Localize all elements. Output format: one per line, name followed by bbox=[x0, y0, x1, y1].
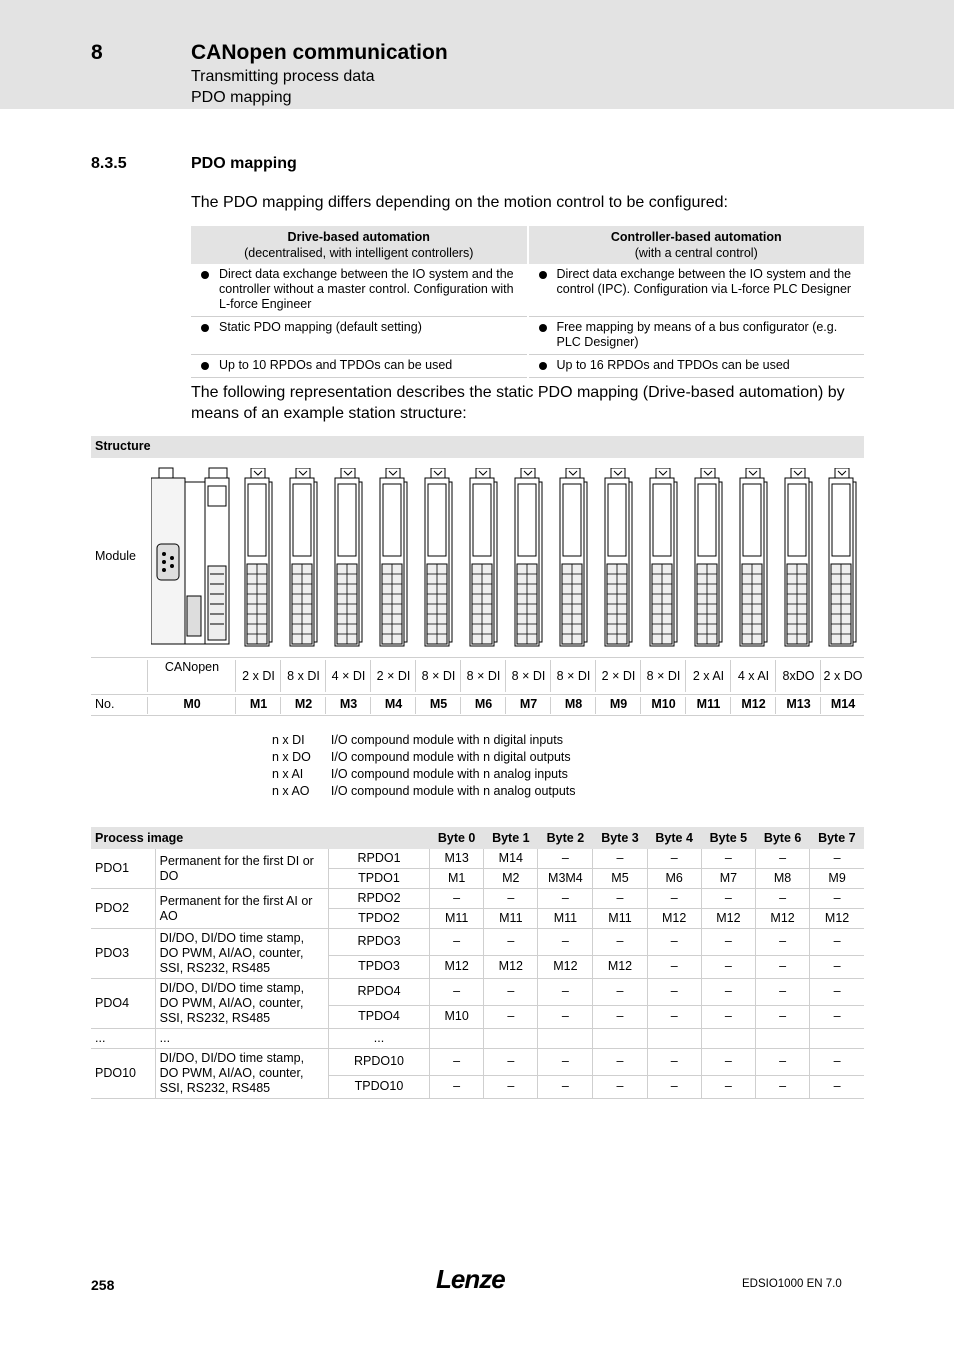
byte-mapping-cell: – bbox=[593, 1005, 647, 1028]
io-module-icon bbox=[648, 468, 678, 648]
module-number: M6 bbox=[460, 697, 506, 714]
module-type-label: 8 × DI bbox=[460, 660, 506, 692]
byte-mapping-cell: M7 bbox=[701, 869, 755, 889]
module-type-label: 8 x DI bbox=[280, 660, 326, 692]
byte-mapping-cell: – bbox=[538, 1005, 593, 1028]
module-type-label: 8 × DI bbox=[415, 660, 461, 692]
byte-mapping-cell: M14 bbox=[484, 849, 538, 869]
byte-mapping-cell: – bbox=[647, 849, 701, 869]
no-label: No. bbox=[95, 697, 115, 711]
byte-mapping-cell: M11 bbox=[593, 909, 647, 929]
io-module-icon bbox=[423, 468, 453, 648]
byte-mapping-cell: – bbox=[810, 1049, 864, 1076]
bullet-icon bbox=[539, 324, 547, 332]
byte-mapping-cell: – bbox=[538, 849, 593, 869]
comparison-cell: Direct data exchange between the IO system and the controller without a master control. Configuration with L-force Engineer bbox=[219, 267, 514, 311]
pdo-object-name: TPDO2 bbox=[328, 909, 429, 929]
pdo-description: DI/DO, DI/DO time stamp, DO PWM, AI/AO, counter, SSI, RS232, RS485 bbox=[155, 1049, 328, 1099]
pdo-object-name: RPDO2 bbox=[328, 889, 429, 909]
pdo-name: PDO10 bbox=[91, 1049, 155, 1099]
byte-mapping-cell: M6 bbox=[647, 869, 701, 889]
module-type-label: 2 × DI bbox=[595, 660, 641, 692]
page-number: 258 bbox=[91, 1277, 115, 1293]
pdo-name: PDO3 bbox=[91, 929, 155, 979]
byte-mapping-cell: M11 bbox=[484, 909, 538, 929]
section-title: PDO mapping bbox=[191, 155, 297, 172]
pdo-name: PDO2 bbox=[91, 889, 155, 929]
byte-mapping-cell: M2 bbox=[484, 869, 538, 889]
byte-mapping-cell: – bbox=[810, 955, 864, 978]
io-module-icon bbox=[378, 468, 408, 648]
byte-mapping-cell: – bbox=[647, 955, 701, 978]
module-type-label: 2 × DI bbox=[370, 660, 416, 692]
pdo-description: Permanent for the first AI or AO bbox=[155, 889, 328, 929]
byte-mapping-cell: – bbox=[810, 849, 864, 869]
byte-mapping-cell bbox=[538, 1029, 593, 1049]
pdo-object-name: ... bbox=[328, 1029, 429, 1049]
byte-column-header: Byte 0 bbox=[430, 827, 484, 849]
byte-mapping-cell: M12 bbox=[755, 909, 809, 929]
pdo-name: ... bbox=[91, 1029, 155, 1049]
module-type-label: 8 × DI bbox=[640, 660, 686, 692]
divider bbox=[91, 694, 864, 695]
io-module-icon bbox=[513, 468, 543, 648]
comparison-cell: Up to 10 RPDOs and TPDOs can be used bbox=[219, 358, 453, 372]
module-number: M0 bbox=[147, 697, 236, 714]
io-module-icon bbox=[603, 468, 633, 648]
byte-mapping-cell bbox=[755, 1029, 809, 1049]
comparison-cell: Up to 16 RPDOs and TPDOs can be used bbox=[556, 358, 790, 372]
page-header bbox=[0, 0, 954, 109]
io-module-icon bbox=[243, 468, 273, 648]
byte-mapping-cell: M11 bbox=[430, 909, 484, 929]
byte-mapping-cell: – bbox=[810, 1005, 864, 1028]
legend-row bbox=[272, 749, 596, 766]
byte-mapping-cell: M3M4 bbox=[538, 869, 593, 889]
document-id: EDSIO1000 EN 7.0 bbox=[742, 1278, 842, 1290]
io-module-icon bbox=[738, 468, 768, 648]
comparison-cell: Static PDO mapping (default setting) bbox=[219, 320, 422, 334]
structure-block bbox=[91, 436, 864, 458]
byte-mapping-cell: M5 bbox=[593, 869, 647, 889]
intro-paragraph: The PDO mapping differs depending on the motion control to be configured: bbox=[191, 194, 728, 211]
section-number: 8.3.5 bbox=[91, 155, 127, 172]
module-type-label: 2 x DO bbox=[820, 660, 865, 692]
right-header-title: Controller-based automation bbox=[610, 230, 782, 244]
module-type-label: 8 × DI bbox=[550, 660, 596, 692]
module-type-label: 2 x AI bbox=[685, 660, 731, 692]
comparison-row bbox=[191, 317, 864, 355]
comparison-row bbox=[191, 264, 864, 317]
module-number: M13 bbox=[775, 697, 821, 714]
legend-key: n x DO bbox=[272, 750, 311, 764]
byte-mapping-cell: – bbox=[701, 1049, 755, 1076]
byte-mapping-cell: M12 bbox=[430, 955, 484, 978]
byte-mapping-cell: – bbox=[484, 1005, 538, 1028]
module-type-label: 2 x DI bbox=[235, 660, 281, 692]
pdo-name: PDO4 bbox=[91, 979, 155, 1029]
legend-row bbox=[272, 783, 596, 800]
byte-mapping-cell bbox=[647, 1029, 701, 1049]
byte-mapping-cell: – bbox=[701, 849, 755, 869]
byte-column-header: Byte 4 bbox=[647, 827, 701, 849]
pdo-object-name: TPDO1 bbox=[328, 869, 429, 889]
byte-column-header: Byte 5 bbox=[701, 827, 755, 849]
process-image-row bbox=[91, 979, 864, 1006]
byte-mapping-cell: – bbox=[701, 1075, 755, 1098]
byte-mapping-cell: – bbox=[755, 1005, 809, 1028]
byte-mapping-cell: – bbox=[538, 1049, 593, 1076]
process-image-row bbox=[91, 929, 864, 956]
byte-mapping-cell: – bbox=[538, 979, 593, 1006]
process-image-row bbox=[91, 1049, 864, 1076]
byte-mapping-cell: – bbox=[484, 889, 538, 909]
process-image-row bbox=[91, 1029, 864, 1049]
byte-mapping-cell: M12 bbox=[593, 955, 647, 978]
byte-mapping-cell bbox=[484, 1029, 538, 1049]
byte-mapping-cell: M11 bbox=[538, 909, 593, 929]
divider bbox=[91, 657, 864, 658]
byte-mapping-cell: M12 bbox=[701, 909, 755, 929]
comparison-cell: Direct data exchange between the IO system and the control (IPC). Configuration via L-force PLC Designer bbox=[556, 267, 852, 296]
module-number: M1 bbox=[235, 697, 281, 714]
pdo-name: PDO1 bbox=[91, 849, 155, 889]
legend-text: I/O compound module with n digital outputs bbox=[330, 750, 571, 764]
io-module-icon bbox=[333, 468, 363, 648]
pdo-description: DI/DO, DI/DO time stamp, DO PWM, AI/AO, counter, SSI, RS232, RS485 bbox=[155, 979, 328, 1029]
io-module-icon bbox=[693, 468, 723, 648]
byte-mapping-cell: – bbox=[755, 1049, 809, 1076]
byte-mapping-cell: M12 bbox=[647, 909, 701, 929]
byte-mapping-cell: – bbox=[701, 889, 755, 909]
byte-mapping-cell: – bbox=[701, 955, 755, 978]
byte-mapping-cell bbox=[593, 1029, 647, 1049]
chapter-title: CANopen communication bbox=[191, 41, 448, 64]
left-header-title: Drive-based automation bbox=[287, 230, 430, 244]
module-type-label: CANopen bbox=[147, 660, 236, 692]
byte-mapping-cell: M12 bbox=[810, 909, 864, 929]
module-number: M3 bbox=[325, 697, 371, 714]
header-subtitle-1: Transmitting process data bbox=[191, 68, 375, 85]
module-number: M2 bbox=[280, 697, 326, 714]
byte-mapping-cell: – bbox=[593, 889, 647, 909]
io-module-icon bbox=[558, 468, 588, 648]
byte-mapping-cell: – bbox=[701, 929, 755, 956]
byte-column-header: Byte 7 bbox=[810, 827, 864, 849]
byte-mapping-cell: – bbox=[755, 929, 809, 956]
chapter-number: 8 bbox=[91, 41, 103, 64]
bullet-icon bbox=[539, 271, 547, 279]
structure-heading: Structure bbox=[91, 436, 864, 458]
byte-column-header: Byte 2 bbox=[538, 827, 593, 849]
pdo-object-name: RPDO3 bbox=[328, 929, 429, 956]
module-type-label: 8xDO bbox=[775, 660, 821, 692]
pdo-object-name: RPDO10 bbox=[328, 1049, 429, 1076]
byte-mapping-cell: – bbox=[484, 1049, 538, 1076]
bullet-icon bbox=[201, 324, 209, 332]
module-number: M12 bbox=[730, 697, 776, 714]
byte-mapping-cell: – bbox=[755, 889, 809, 909]
module-label: Module bbox=[95, 549, 136, 563]
byte-mapping-cell: – bbox=[484, 979, 538, 1006]
byte-mapping-cell: – bbox=[647, 1075, 701, 1098]
byte-mapping-cell bbox=[701, 1029, 755, 1049]
pdo-object-name: TPDO10 bbox=[328, 1075, 429, 1098]
byte-mapping-cell: – bbox=[701, 979, 755, 1006]
pdo-object-name: TPDO4 bbox=[328, 1005, 429, 1028]
comparison-right-header bbox=[528, 226, 865, 264]
process-image-row bbox=[91, 889, 864, 909]
comparison-cell: Free mapping by means of a bus configurator (e.g. PLC Designer) bbox=[556, 320, 838, 349]
process-image-row bbox=[91, 849, 864, 869]
left-header-subtitle: (decentralised, with intelligent controllers) bbox=[244, 246, 474, 260]
comparison-table bbox=[191, 226, 864, 378]
canopen-module-icon bbox=[151, 466, 231, 646]
module-number: M8 bbox=[550, 697, 596, 714]
io-module-icon bbox=[468, 468, 498, 648]
legend-text: I/O compound module with n analog outputs bbox=[330, 784, 576, 798]
legend-key: n x DI bbox=[272, 733, 305, 747]
module-number: M7 bbox=[505, 697, 551, 714]
pdo-description: DI/DO, DI/DO time stamp, DO PWM, AI/AO, counter, SSI, RS232, RS485 bbox=[155, 929, 328, 979]
byte-mapping-cell: – bbox=[593, 1049, 647, 1076]
structure-intro-paragraph: The following representation describes the static PDO mapping (Drive-based automation) by means of an example station structure: bbox=[191, 384, 845, 422]
process-image-table bbox=[91, 827, 864, 1099]
module-number: M14 bbox=[820, 697, 865, 714]
byte-mapping-cell: – bbox=[538, 889, 593, 909]
io-module-icon bbox=[288, 468, 318, 648]
byte-mapping-cell: – bbox=[430, 929, 484, 956]
legend-key: n x AI bbox=[272, 767, 304, 781]
pdo-object-name: RPDO4 bbox=[328, 979, 429, 1006]
byte-mapping-cell: M1 bbox=[430, 869, 484, 889]
pdo-object-name: RPDO1 bbox=[328, 849, 429, 869]
bullet-icon bbox=[201, 362, 209, 370]
comparison-left-header bbox=[191, 226, 528, 264]
legend bbox=[272, 732, 596, 800]
byte-mapping-cell: – bbox=[538, 929, 593, 956]
byte-mapping-cell bbox=[810, 1029, 864, 1049]
io-module-icon bbox=[783, 468, 813, 648]
byte-column-header: Byte 3 bbox=[593, 827, 647, 849]
byte-mapping-cell: – bbox=[647, 929, 701, 956]
io-module-icon bbox=[827, 468, 857, 648]
divider bbox=[91, 715, 864, 716]
byte-mapping-cell bbox=[430, 1029, 484, 1049]
legend-text: I/O compound module with n digital inputs bbox=[330, 733, 563, 747]
module-number: M4 bbox=[370, 697, 416, 714]
byte-mapping-cell: – bbox=[647, 1005, 701, 1028]
byte-mapping-cell: – bbox=[593, 929, 647, 956]
bullet-icon bbox=[201, 271, 209, 279]
module-type-label: 4 × DI bbox=[325, 660, 371, 692]
bullet-icon bbox=[539, 362, 547, 370]
comparison-row bbox=[191, 355, 864, 378]
byte-mapping-cell: – bbox=[430, 1075, 484, 1098]
module-number: M9 bbox=[595, 697, 641, 714]
legend-row bbox=[272, 766, 596, 783]
module-number: M10 bbox=[640, 697, 686, 714]
module-number: M5 bbox=[415, 697, 461, 714]
byte-mapping-cell: – bbox=[430, 979, 484, 1006]
byte-mapping-cell: – bbox=[755, 849, 809, 869]
byte-mapping-cell: – bbox=[484, 929, 538, 956]
byte-mapping-cell: – bbox=[430, 889, 484, 909]
module-type-label: 4 x AI bbox=[730, 660, 776, 692]
byte-mapping-cell: M12 bbox=[538, 955, 593, 978]
byte-mapping-cell: – bbox=[810, 979, 864, 1006]
byte-mapping-cell: – bbox=[701, 1005, 755, 1028]
module-number: M11 bbox=[685, 697, 731, 714]
byte-mapping-cell: – bbox=[755, 1075, 809, 1098]
byte-mapping-cell: M13 bbox=[430, 849, 484, 869]
legend-key: n x AO bbox=[272, 784, 310, 798]
legend-text: I/O compound module with n analog inputs bbox=[330, 767, 568, 781]
byte-mapping-cell: – bbox=[647, 979, 701, 1006]
lenze-logo: Lenze bbox=[436, 1264, 505, 1294]
byte-mapping-cell: – bbox=[755, 955, 809, 978]
module-type-label: 8 × DI bbox=[505, 660, 551, 692]
right-header-subtitle: (with a central control) bbox=[634, 246, 758, 260]
byte-mapping-cell: – bbox=[593, 1075, 647, 1098]
byte-column-header: Byte 1 bbox=[484, 827, 538, 849]
byte-mapping-cell: – bbox=[755, 979, 809, 1006]
byte-mapping-cell: M8 bbox=[755, 869, 809, 889]
header-subtitle-2: PDO mapping bbox=[191, 89, 292, 106]
pdo-description: Permanent for the first DI or DO bbox=[155, 849, 328, 889]
byte-mapping-cell: – bbox=[593, 849, 647, 869]
legend-row bbox=[272, 732, 596, 749]
byte-mapping-cell: – bbox=[484, 1075, 538, 1098]
byte-mapping-cell: – bbox=[430, 1049, 484, 1076]
byte-mapping-cell: M12 bbox=[484, 955, 538, 978]
byte-mapping-cell: M9 bbox=[810, 869, 864, 889]
byte-mapping-cell: M10 bbox=[430, 1005, 484, 1028]
byte-mapping-cell: – bbox=[810, 889, 864, 909]
byte-mapping-cell: – bbox=[647, 889, 701, 909]
byte-mapping-cell: – bbox=[810, 929, 864, 956]
byte-mapping-cell: – bbox=[593, 979, 647, 1006]
process-image-heading: Process image bbox=[91, 827, 430, 849]
byte-mapping-cell: – bbox=[538, 1075, 593, 1098]
pdo-object-name: TPDO3 bbox=[328, 955, 429, 978]
pdo-description: ... bbox=[155, 1029, 328, 1049]
byte-column-header: Byte 6 bbox=[755, 827, 809, 849]
byte-mapping-cell: – bbox=[810, 1075, 864, 1098]
byte-mapping-cell: – bbox=[647, 1049, 701, 1076]
